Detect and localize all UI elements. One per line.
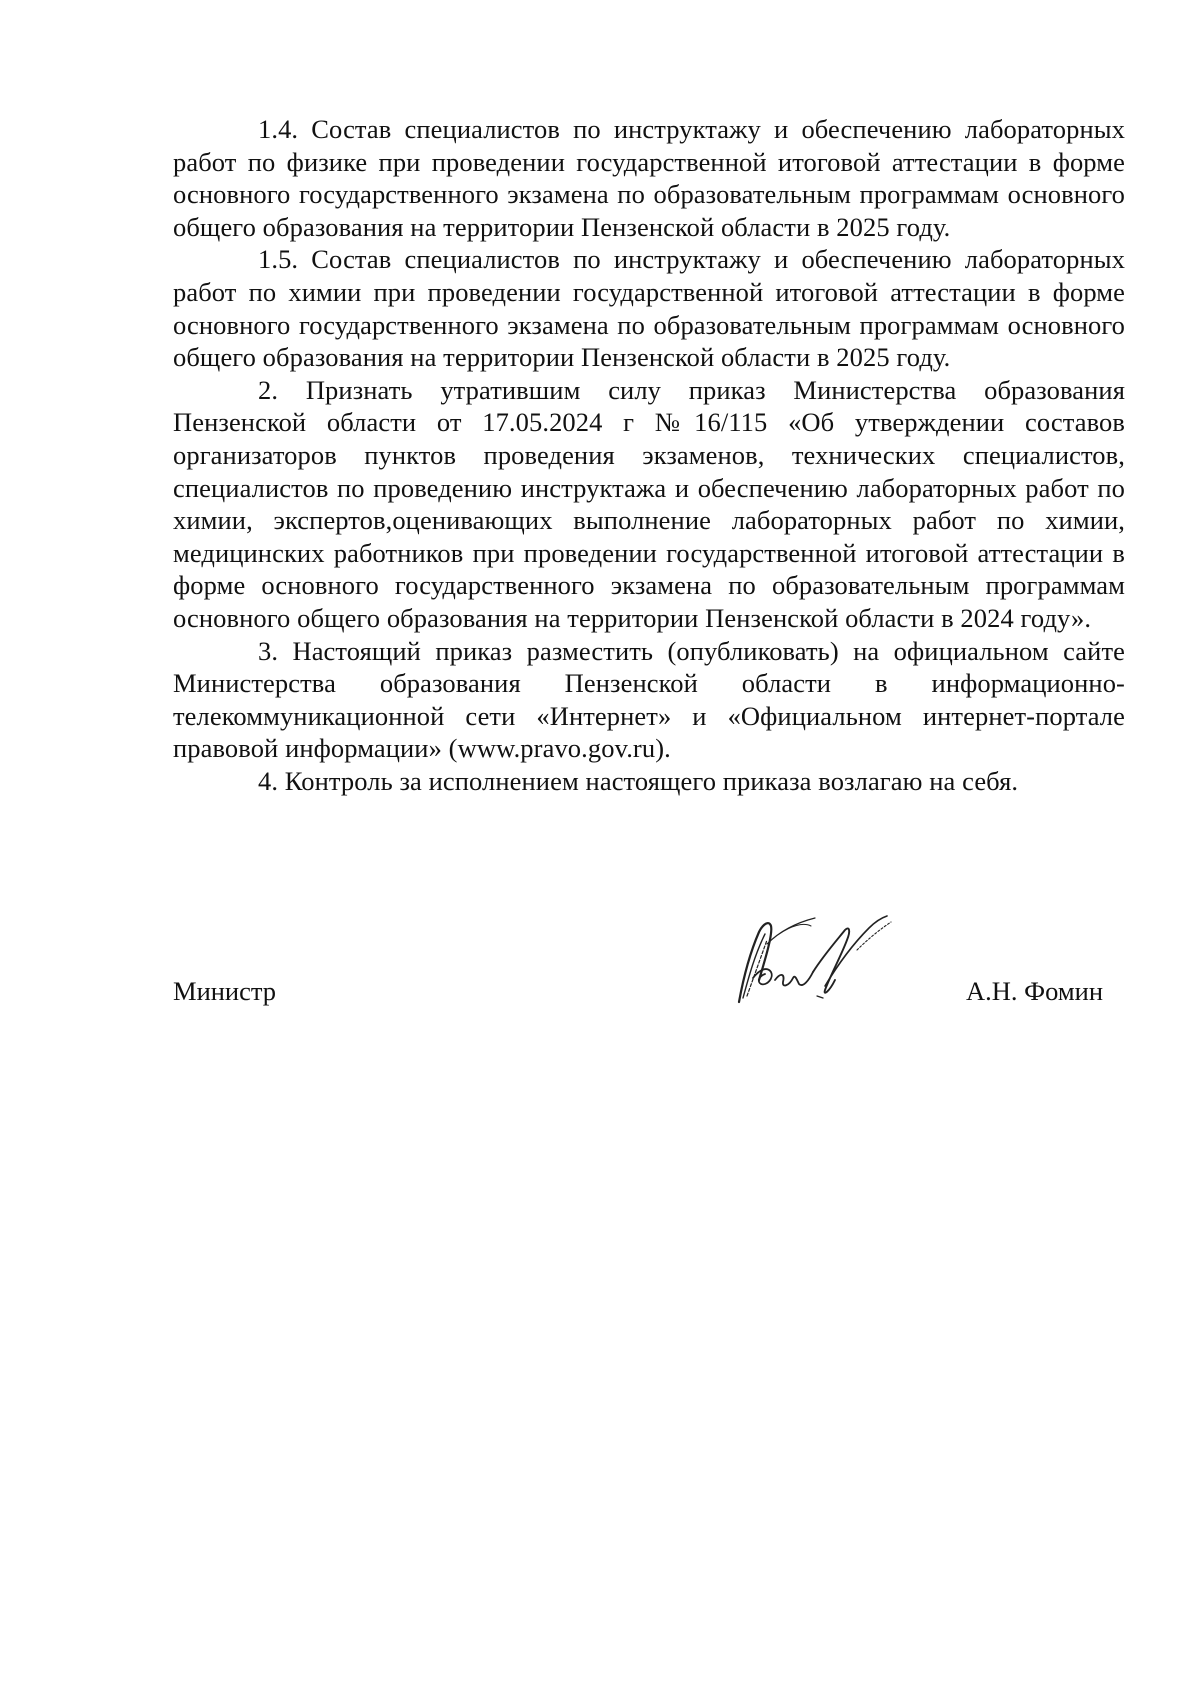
handwritten-signature (719, 900, 909, 1010)
paragraph-3: 3. Настоящий приказ разместить (опубликовать) на официальном сайте Министерства образования Пензенской области в информационно-телекоммуникационной сети «Интернет» и «Официальном интернет-портале правовой информации» (www.pravo.gov.ru). (173, 635, 1125, 764)
document-body (173, 113, 1125, 797)
paragraph-2: 2. Признать утратившим силу приказ Министерства образования Пензенской области от 17.05.2024 г №16/115 «Об утверждении составов организаторов пунктов проведения экзаменов, технических специалистов, специалистов по проведению инструктажа и обеспечению лабораторных работ по химии, экспертов,оценивающих выполнение лабораторных работ по химии, медицинских работников при проведении государственной итоговой аттестации в форме основного государственного экзамена по образовательным программам основного общего образования на территории Пензенской области в 2024 году». (173, 374, 1125, 633)
signer-name: А.Н. Фомин (966, 976, 1103, 1006)
signature-block (173, 900, 1103, 1020)
paragraph-4: 4. Контроль за исполнением настоящего приказа возлагаю на себя. (258, 765, 1019, 796)
paragraph-1-4: 1.4. Состав специалистов по инструктажу и обеспечению лабораторных работ по физике при проведении государственной итоговой аттестации в форме основного государственного экзамена по образовательным программам основного общего образования на территории Пензенской области в 2025 году. (173, 114, 1125, 242)
signer-title: Министр (173, 976, 277, 1006)
paragraph-1-5: 1.5. Состав специалистов по инструктажу и обеспечению лабораторных работ по химии при проведении государственной итоговой аттестации в форме основного государственного экзамена по образовательным программам основного общего образования на территории Пензенской области в 2025 году. (173, 244, 1125, 373)
